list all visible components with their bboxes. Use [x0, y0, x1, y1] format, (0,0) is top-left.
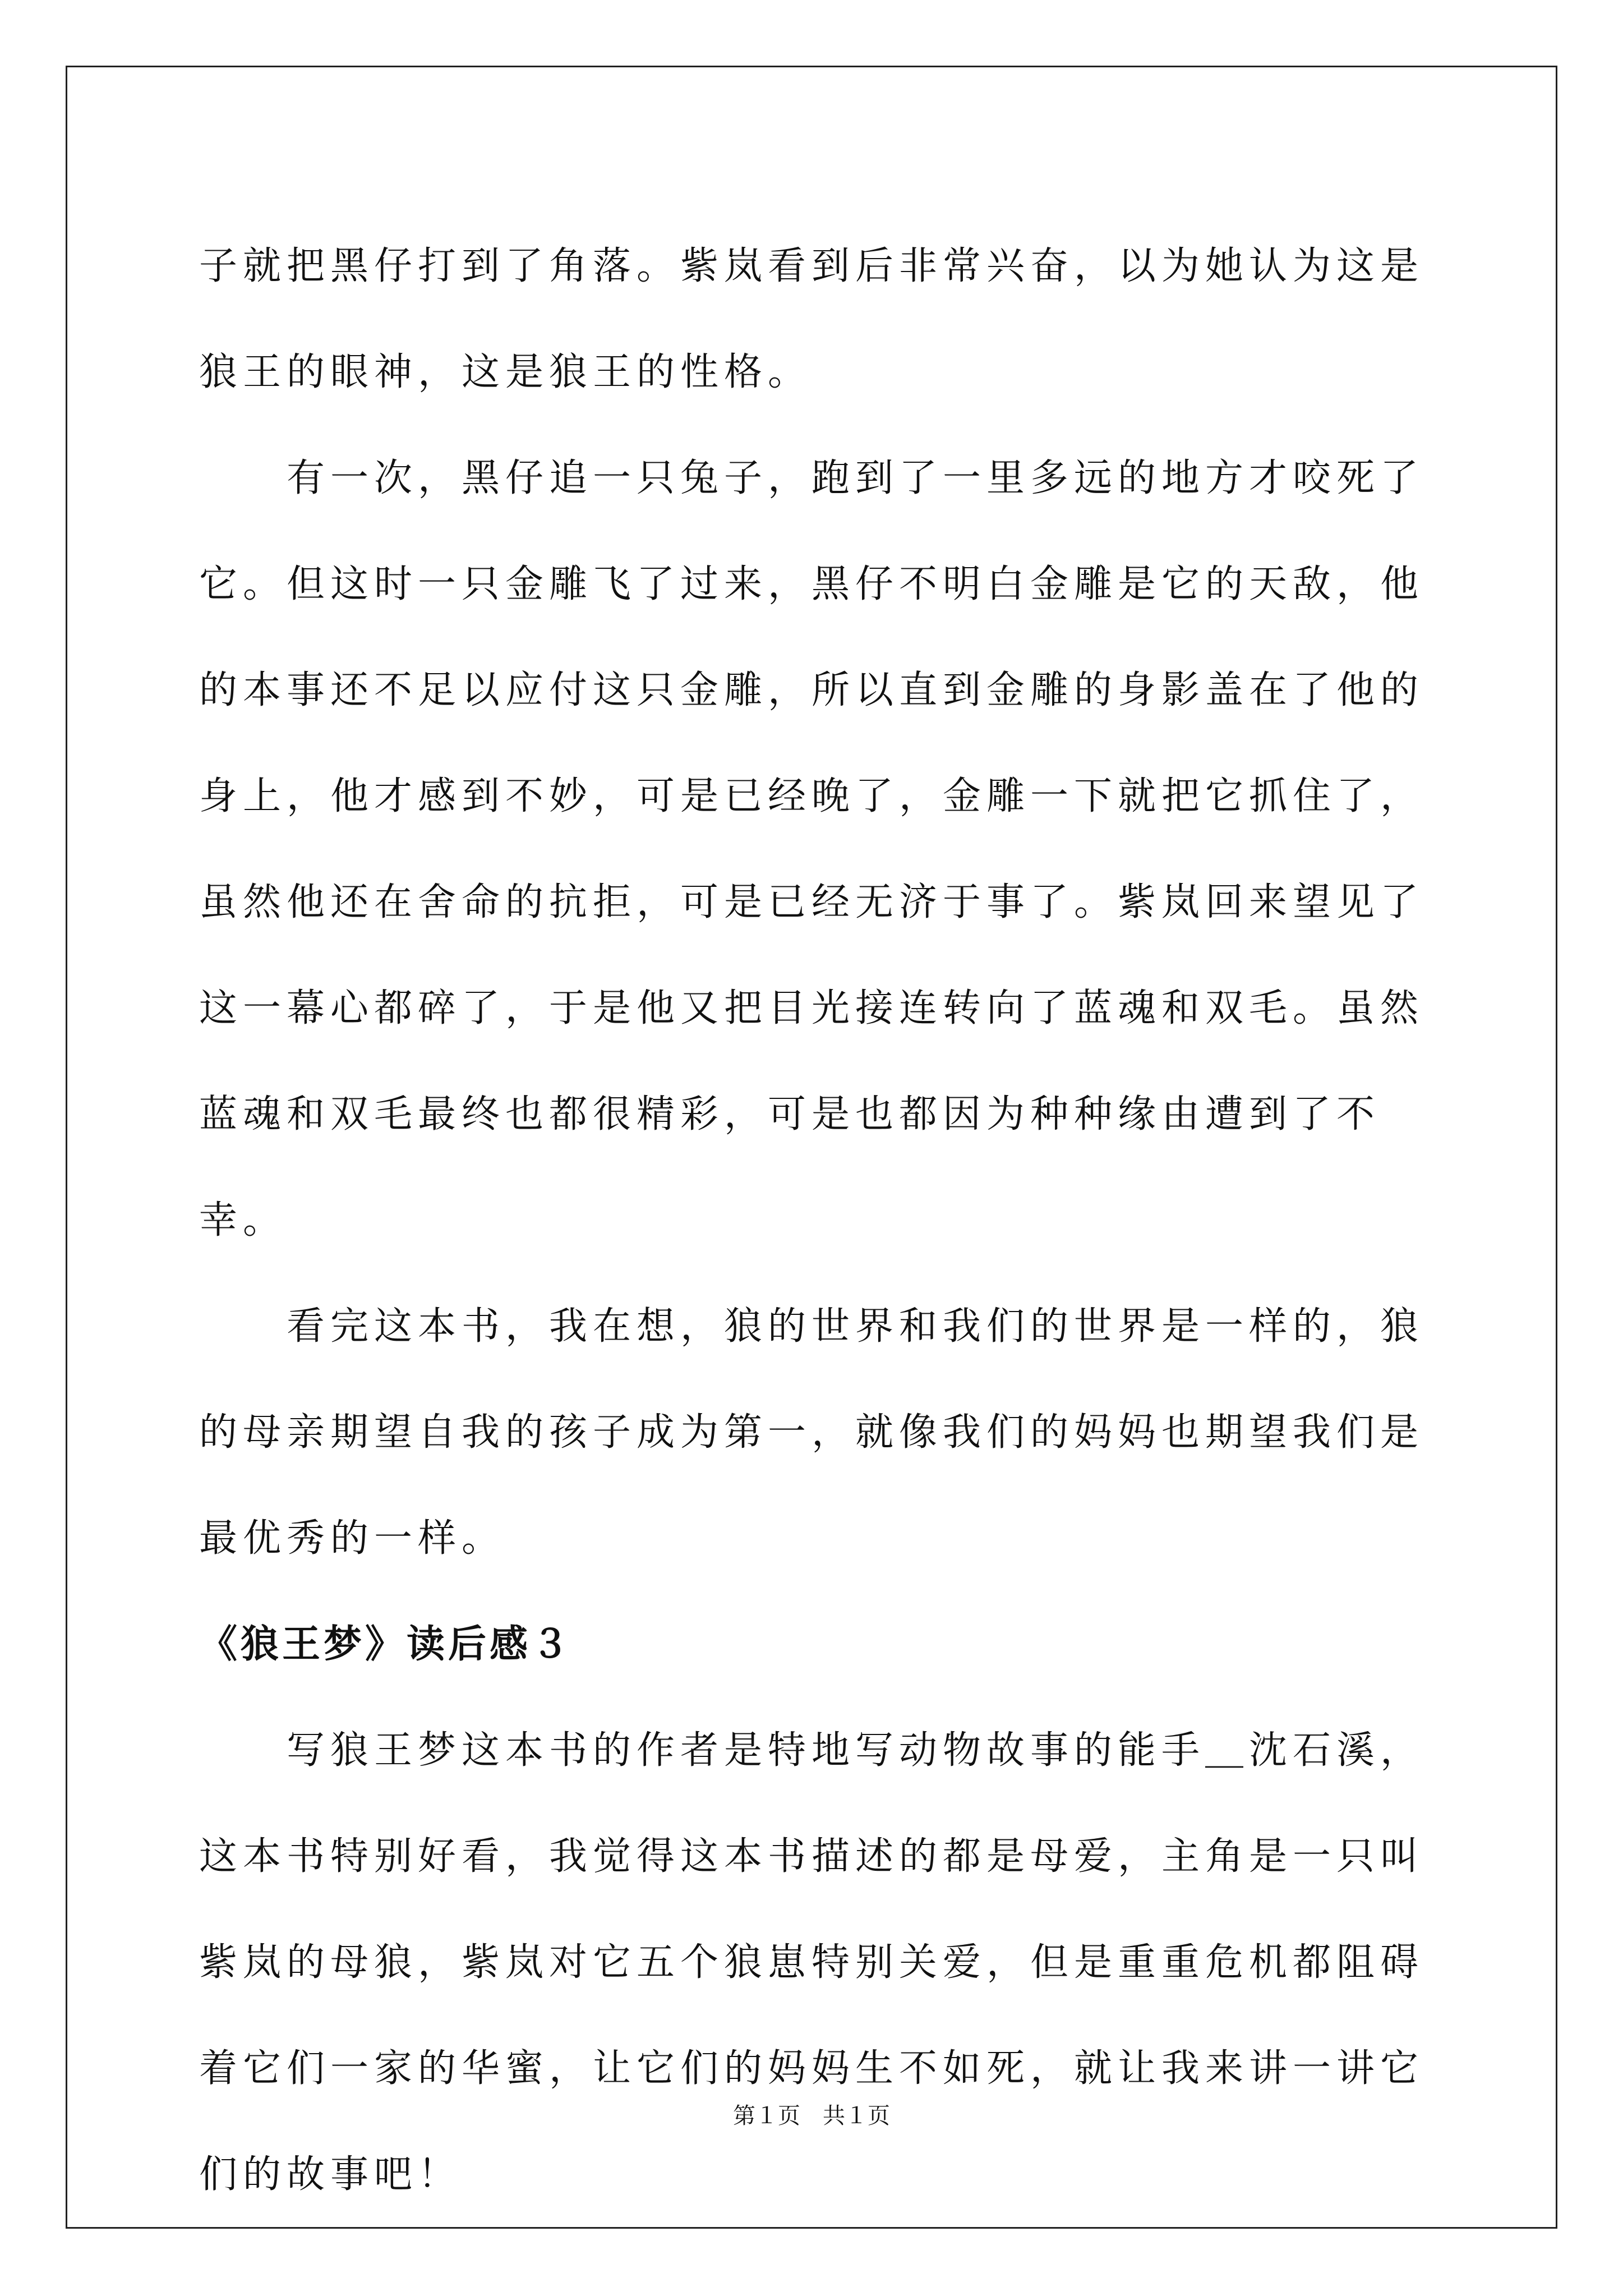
paragraph-1: 子就把黑仔打到了角落。紫岚看到后非常兴奋，以为她认为这是狼王的眼神，这是狼王的性格。: [199, 244, 1424, 394]
paragraph-3: 看完这本书，我在想，狼的世界和我们的世界是一样的，狼的母亲期望自我的孩子成为第一，就像我们的妈妈也期望我们是最优秀的一样。: [199, 1304, 1424, 1561]
section-paragraph-1: 写狼王梦这本书的作者是特地写动物故事的能手＿沈石溪，这本书特别好看，我觉得这本书描述的都是母爱，主角是一只叫紫岚的母狼，紫岚对它五个狼崽特别关爱，但是重重危机都阻碍着它们一家的华蜜，让它们的妈妈生不如死，就让我来讲一讲它们的故事吧！: [199, 1728, 1424, 2197]
page-footer: 第１页 共１页: [733, 2103, 890, 2129]
document-body: [199, 213, 1433, 2228]
paragraph-2: 有一次，黑仔追一只兔子，跑到了一里多远的地方才咬死了它。但这时一只金雕飞了过来，黑仔不明白金雕是它的天敌，他的本事还不足以应付这只金雕，所以直到金雕的身影盖在了他的身上，他才感到不妙，可是已经晚了，金雕一下就把它抓住了，虽然他还在舍命的抗拒，可是已经无济于事了。紫岚回来望见了这一幕心都碎了，于是他又把目光接连转向了蓝魂和双毛。虽然蓝魂和双毛最终也都很精彩，可是也都因为种种缘由遭到了不幸。: [199, 456, 1424, 1243]
section-title: 《狼王梦》读后感３: [199, 1622, 573, 1667]
